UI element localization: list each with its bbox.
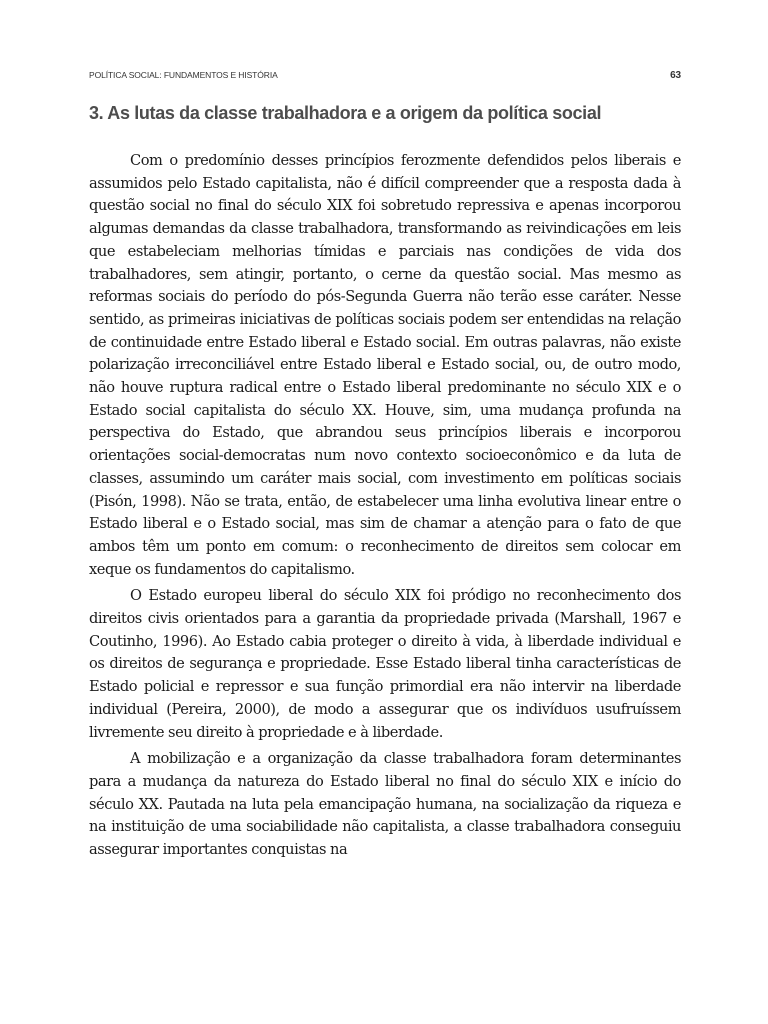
- paragraph-2: O Estado europeu liberal do século XIX foi pródigo no reconhecimento dos direitos civis orientados para a garantia da propriedade privada (Marshall, 1967 e Coutinho, 1996). Ao Estado cabia proteger o direito à vida, à liberdade individual e os direitos de segurança e propriedade. Esse Estado liberal tinha características de Estado policial e repressor e sua função primordial era não intervir na liberdade individual (Pereira, 2000), de modo a assegurar que os indivíduos usufruíssem livremente seu direito à propriedade e à liberdade.: [89, 587, 681, 741]
- page-number: 63: [670, 70, 681, 81]
- running-header: [89, 70, 681, 81]
- paragraph-3: A mobilização e a organização da classe trabalhadora foram determinantes para a mudança da natureza do Estado liberal no final do século XIX e início do século XX. Pautada na luta pela emancipação humana, na socialização da riqueza e na instituição de uma sociabilidade não capitalista, a classe trabalhadora conseguiu assegurar importantes conquistas na: [89, 750, 681, 859]
- paragraph-1: Com o predomínio desses princípios ferozmente defendidos pelos liberais e assumidos pelo Estado capitalista, não é difícil compreender que a resposta dada à questão social no final do século XIX foi sobretudo repressiva e apenas incorporou algumas demandas da classe trabalhadora, transformando as reivindicações em leis que estabeleciam melhorias tímidas e parciais nas condições de vida dos trabalhadores, sem atingir, portanto, o cerne da questão social. Mas mesmo as reformas sociais do período do pós-Segunda Guerra não terão esse caráter. Nesse sentido, as primeiras iniciativas de políticas sociais podem ser entendidas na relação de continuidade entre Estado liberal e Estado social. Em outras palavras, não existe polarização irreconciliável entre Estado liberal e Estado social, ou, de outro modo, não houve ruptura radical entre o Estado liberal predominante no século XIX e o Estado social capitalista do século XX. Houve, sim, uma mudança profunda na perspectiva do Estado, que abrandou seus princípios liberais e incorporou orientações social-democratas num novo contexto socioeconômico e da luta de classes, assumindo um caráter mais social, com investimento em políticas sociais (Pisón, 1998). Não se trata, então, de estabelecer uma linha evolutiva linear entre o Estado liberal e o Estado social, mas sim de chamar a atenção para o fato de que ambos têm um ponto em comum: o reconhecimento de direitos sem colocar em xeque os fundamentos do capitalismo.: [89, 152, 681, 578]
- body-text: [89, 150, 681, 866]
- section-title: 3. As lutas da classe trabalhadora e a origem da política social: [89, 103, 602, 123]
- running-title: POLÍTICA SOCIAL: FUNDAMENTOS E HISTÓRIA: [89, 70, 278, 80]
- document-page: [89, 0, 681, 1024]
